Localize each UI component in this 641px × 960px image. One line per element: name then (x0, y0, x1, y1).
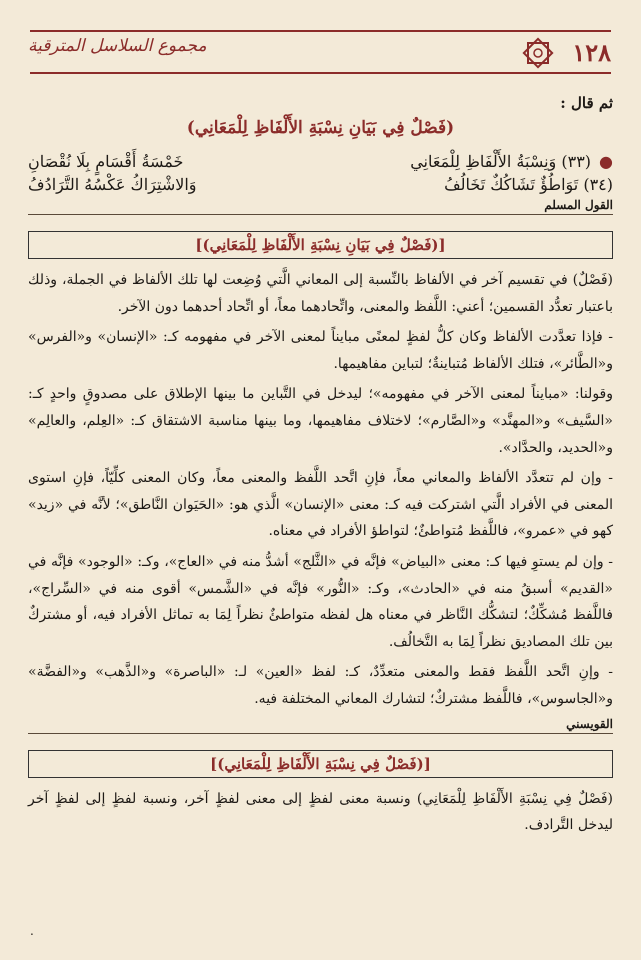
commentary-paragraph: - فإذا تعدَّدت الألفاظ وكان كلُّ لفظٍ لمعنًى مبايناً لمعنى الآخر في مفهومه كـ: «الإنسان» و«الفرس» و«الطَّائر»، فتلك الألفاظ مُتباينةٌ؛ لتباين مفاهيمها. (28, 329, 613, 372)
page-content (28, 90, 613, 843)
commentary-paragraph: (فَصْلٌ فِي نِسْبَةِ الأَلْفَاظِ لِلْمَعَانِي) ونسبة معنى لفظٍ إلى معنى لفظٍ آخر، ونسبة لفظٍ إلى لفظٍ آخر ليدخل التَّرادف. (28, 790, 613, 834)
commentary-section-title: [(فَصْلٌ فِي بَيَانِ نِسْبَةِ الأَلْفَاظِ لِلْمَعَانِي)] (28, 231, 613, 259)
verse-row (28, 175, 613, 194)
verse-second-half: خَمْسَةُ أَقْسَامٍ بِلَا نُقْصَانِ (28, 152, 184, 171)
verse-second-half: وَالاشْتِرَاكُ عَكْسُهُ التَّرَادُفُ (28, 175, 197, 194)
section-title: (فَصْلٌ فِي بَيَانِ نِسْبَةِ الأَلْفَاظِ لِلْمَعَانِي) (186, 118, 455, 138)
page-header (0, 0, 641, 78)
commentary-paragraph: - وإن لم يستوِ فيها كـ: معنى «البياض» فإنَّه في «الثَّلج» أشدُّ منه في «العاج»، وكـ: «الوجود» فإنَّه في «القديم» أسبقُ منه في «الحادث»، وكـ: «النُّور» فإنَّه في «الشَّمس» أقوى منه في «السِّراج»، فاللَّفظ مُشكِّكٌ؛ لتشكُّك النَّاظر في معناه هل لفظه متواطئٌ نظراً لِمَا به تماثل الأفراد فيه، أو مشتركٌ بين تلك المصاديق نظراً لِمَا به التَّخالُف. (28, 553, 613, 650)
bullet-icon: ● (599, 152, 613, 171)
footer-mark: . (30, 924, 34, 938)
commentary-paragraph: (فَصْلٌ) في تقسيم آخر في الألفاظ بالنِّسبة إلى المعاني الَّتي وُضِعت لها تلك الألفاظ في الجملة، وذلك باعتبار تعدُّد القسمين؛ أعني: اللَّفظ والمعنى، واتِّحادهما معاً، أو اتِّحاد أحدهما دون الآخر. (28, 272, 613, 315)
header-bottom-rule (30, 72, 611, 74)
header-top-rule (30, 30, 611, 32)
commentary-paragraph: وقولنا: «مبايناً لمعنى الآخر في مفهومه»؛ ليدخل في التَّباين ما بينها الإطلاق على مصدوقٍ واحدٍ كـ: «السَّيف» و«المهنَّد» و«الصَّارم»؛ لاختلاف مفاهيمها، وما بينها مناسبة الاشتقاق كـ: «العِلم، والعالِم» و«الحديد، والحدَّاد». (28, 386, 613, 456)
commentary-section-title: [(فَصْلٌ فِي نِسْبَةِ الأَلْفَاظِ لِلْمَعَانِي)] (28, 750, 613, 778)
verse-first-half: ●(٣٣) وَنِسْبَةُ الأَلْفَاظِ لِلْمَعَانِي (410, 152, 613, 171)
verse-first-half: (٣٤) تَوَاطُؤٌ تَشَاكُكٌ تَخَالُفُ (444, 175, 613, 194)
star-ornament-icon (521, 36, 555, 70)
commentary-source-label: القويسني (28, 717, 613, 734)
commentary-paragraph: - وإن لم تتعدَّد الألفاظ والمعاني معاً، فإنِ اتَّحد اللَّفظ والمعنى معاً، وكان المعنى كلِّيّاً، فإنِ استوى المعنى في الأفراد الَّتي اشتركت فيه كـ: معنى «الإنسان» الَّذي هو: «الحَيَوان النَّاطق»؛ لأنَّه في «زيد» كهو في «عمرو»، فاللَّفظ مُتواطئٌ؛ لتواطؤ الأفراد في معناه. (28, 470, 613, 540)
intro-text: ثم قال : (560, 94, 613, 112)
commentary-paragraph: - وإنِ اتَّحد اللَّفظ فقط والمعنى متعدِّدٌ، كـ: لفظ «العين» لـ: «الباصرة» و«الذَّهب» و«الفضَّة» و«الجاسوس»، فاللَّفظ مشتركٌ؛ لتشارك المعاني المختلفة فيه. (28, 664, 613, 707)
book-title: مجموع السلاسل المترقية (28, 36, 207, 56)
page-number: ١٢٨ (572, 38, 611, 67)
verse-row (28, 152, 613, 171)
commentary-source-label: القول المسلم (28, 198, 613, 215)
